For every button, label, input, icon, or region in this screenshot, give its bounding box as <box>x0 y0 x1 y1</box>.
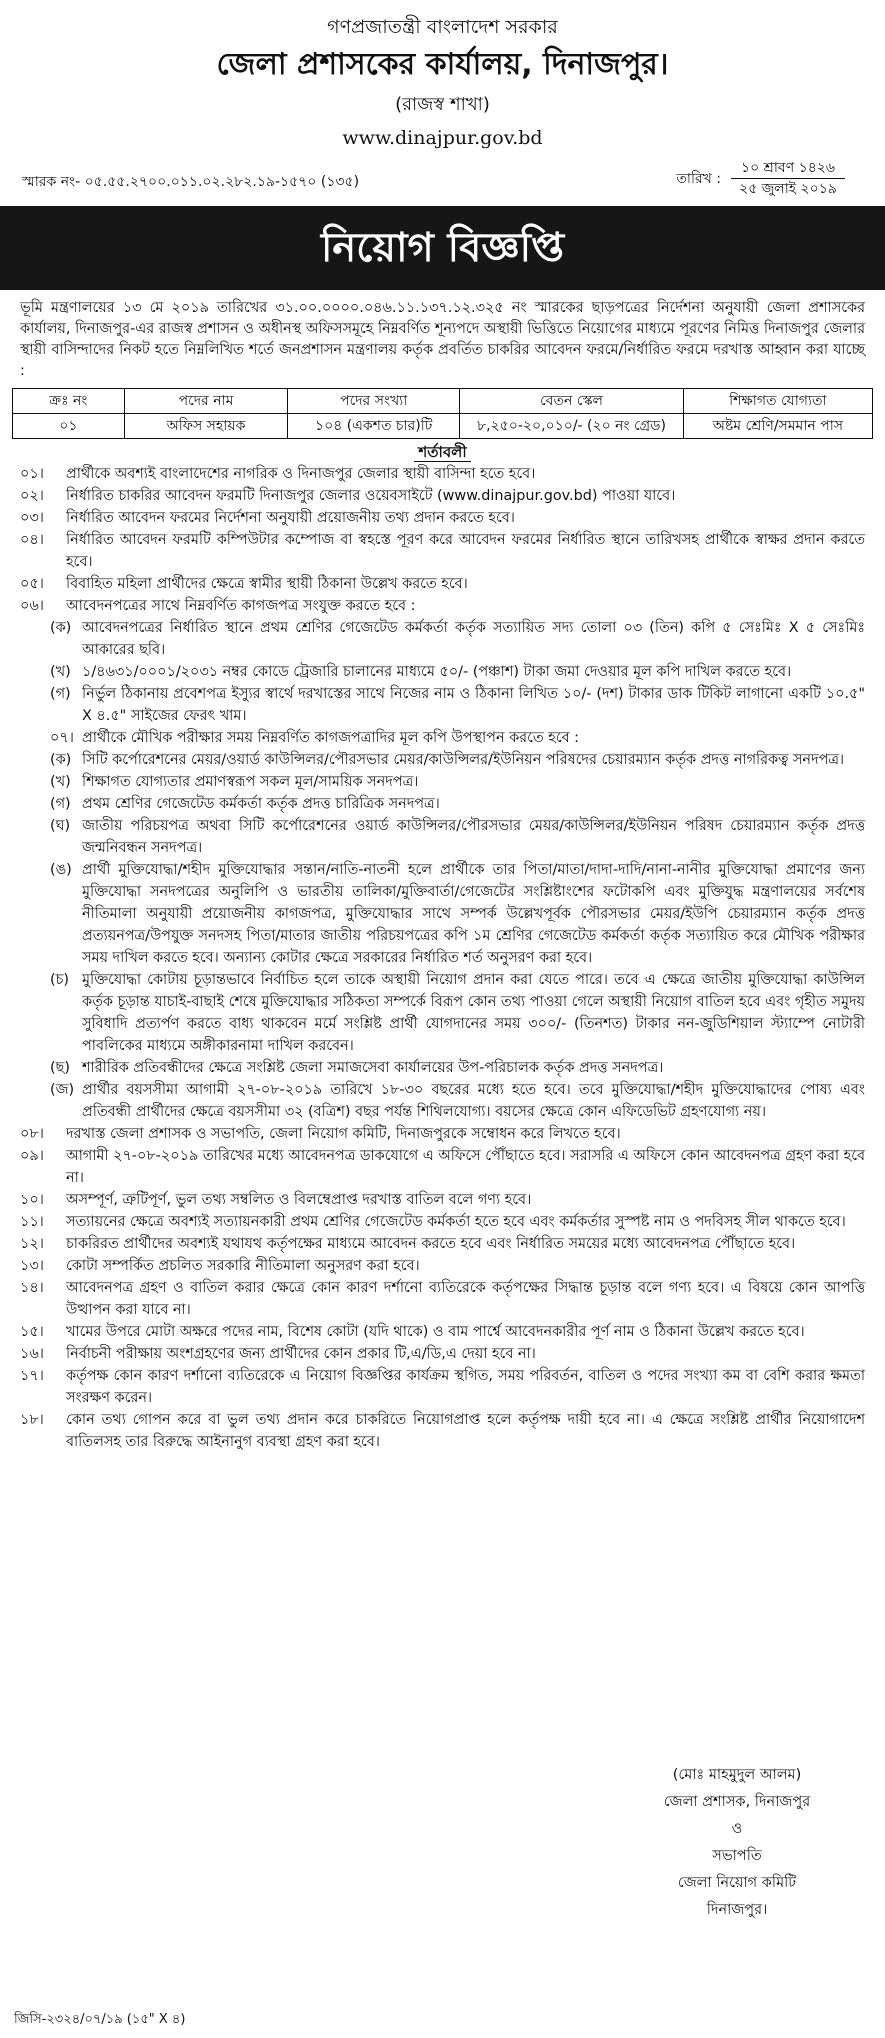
term-text: কর্তৃপক্ষ কোন কারণ দর্শানো ব্যতিরেকে এ নিয়োগ বিজ্ঞপ্তির কার্যক্রম স্থগিত, সময় পরিবর্তন, বাতিল ও পদের সংখ্যা কম বা বেশি করার ক্ষমতা সংরক্ষণ করেন। <box>66 1368 865 1406</box>
letterhead <box>12 0 873 152</box>
notice-title: নিয়োগ বিজ্ঞপ্তি <box>0 206 885 290</box>
branch-name: (রাজস্ব শাখা) <box>395 94 490 115</box>
terms-heading <box>12 441 873 463</box>
column-header-qualification: শিক্ষাগত যোগ্যতা <box>683 389 872 414</box>
sub-item <box>12 661 873 683</box>
cell-pay-scale: ৮,২৫০-২০,০১০/- (২০ নং গ্রেড) <box>460 414 684 439</box>
term-text: আগামী ২৭-০৮-২০১৯ তারিখের মধ্যে আবেদনপত্র ডাকযোগে এ অফিসে পৌঁছাতে হবে। সরাসরি এ অফিসে কোন আবেদনপত্র গ্রহণ করা হবে না। <box>66 1148 865 1186</box>
term-number: ১৭। <box>20 1368 44 1384</box>
column-header-count: পদের সংখ্যা <box>288 389 460 414</box>
sub-item-mark: (চ) <box>50 972 69 988</box>
term-item <box>12 507 873 529</box>
term-text: নির্ধারিত আবেদন ফরমের নির্দেশনা অনুযায়ী প্রয়োজনীয় তথ্য প্রদান করতে হবে। <box>66 510 515 526</box>
term-number: ১৩। <box>20 1258 44 1274</box>
term-text: সত্যায়নের ক্ষেত্রে অবশ্যই সত্যায়নকারী প্রথম শ্রেণির গেজেটেড কর্মকর্তা হতে হবে এবং কর্মকর্তার সুস্পষ্ট নাম ও পদবিসহ সীল থাকতে হবে। <box>66 1214 846 1230</box>
term-item <box>12 1255 873 1277</box>
sub-item-text: সিটি কর্পোরেশনের মেয়র/ওয়ার্ড কাউন্সিলর/পৌরসভার মেয়র/কাউন্সিলর/ইউনিয়ন পরিষদের চেয়ারম্যান কর্তৃক প্রদত্ত নাগরিকত্ব সনদপত্র। <box>82 752 845 768</box>
term-number: ১১। <box>20 1214 44 1230</box>
signatory-conjunction: ও <box>731 1821 743 1837</box>
sub-item-text: মুক্তিযোদ্ধা কোটায় চূড়ান্তভাবে নির্বাচিত হলে তাকে অস্থায়ী নিয়োগ প্রদান করা যেতে পারে। তবে এ ক্ষেত্রে জাতীয় মুক্তিযোদ্ধা কাউন্সিল কর্তৃক চূড়ান্ত যাচাই-বাছাই শেষে মুক্তিযোদ্ধার সঠিকতা সম্পর্কে বিরূপ কোন তথ্য পাওয়া গেলে অস্থায়ী নিয়োগ বাতিল হবে এবং গৃহীত সমুদয় সুবিধাদি প্রত্যর্পণ করতে বাধ্য থাকবেন মর্মে সংশ্লিষ্ট প্রার্থী যোগদানের সময় ৩০০/- (তিনশত) টাকার নন-জুডিশিয়াল স্ট্যাম্পে নোটারী পাবলিকের মাধ্যমে অঙ্গীকারনামা দাখিল করবেন। <box>82 972 865 1054</box>
term-number: ০৮। <box>20 1126 44 1142</box>
sub-item-mark: (ঘ) <box>50 818 71 834</box>
sub-item-text: প্রার্থী মুক্তিযোদ্ধা/শহীদ মুক্তিযোদ্ধার সন্তান/নাতি-নাতনী হলে প্রার্থীকে তার পিতা/মাতা/দাদা-দাদি/নানা-নানীর মুক্তিযোদ্ধা প্রমাণের জন্য মুক্তিযোদ্ধা সনদপত্রের অনুলিপি ও ভারতীয় তালিকা/মুক্তিবার্তা/গেজেটের সংশ্লিষ্টাংশের ফটোকপি এবং মুক্তিযুদ্ধ মন্ত্রণালয়ের সর্বশেষ নীতিমালা অনুযায়ী প্রয়োজনীয় কাগজপত্র, মুক্তিযোদ্ধার সাথে সম্পর্ক উল্লেখপূর্বক পৌরসভার মেয়র/ইউপি চেয়ারম্যান কর্তৃক প্রদত্ত প্রত্যয়নপত্র/উপযুক্ত সনদসহ পিতা/মাতার জাতীয় পরিচয়পত্রের কপি ১ম শ্রেণির গেজেটেড কর্মকর্তা কর্তৃক সত্যায়িত করে মৌখিক পরীক্ষার সময় দাখিল করতে হবে। অন্যান্য কোটার ক্ষেত্রে সরকারের নির্ধারিত শর্ত অনুসরণ করা হবে। <box>82 862 865 966</box>
sub-item-mark: (ঙ) <box>50 862 72 878</box>
term-number: ১৮। <box>20 1412 44 1428</box>
column-header-pay-scale: বেতন স্কেল <box>460 389 684 414</box>
term-item <box>12 1189 873 1211</box>
term-text: কোন তথ্য গোপন করে বা ভুল তথ্য প্রদান করে চাকরিতে নিয়োগপ্রাপ্ত হলে কর্তৃপক্ষ দায়ী হবে না। এ ক্ষেত্রে সংশ্লিষ্ট প্রার্থীর নিয়োগাদেশ বাতিলসহ তার বিরুদ্ধে আইনানুগ ব্যবস্থা গ্রহণ করা হবে। <box>66 1412 865 1450</box>
signature-block <box>612 1762 862 1924</box>
sub-item-text: জাতীয় পরিচয়পত্র অথবা সিটি কর্পোরেশনের ওয়ার্ড কাউন্সিলর/পৌরসভার মেয়র/কাউন্সিলর/ইউনিয়ন পরিষদ চেয়ারম্যান কর্তৃক প্রদত্ত জন্মনিবন্ধন সনদপত্র। <box>82 818 865 856</box>
term-text: কোটা সম্পর্কিত প্রচলিত সরকারি নীতিমালা অনুসরণ করা হবে। <box>66 1258 420 1274</box>
term-item <box>12 1233 873 1255</box>
sub-item-mark: (ক) <box>50 620 72 636</box>
term-number: ১৪। <box>20 1280 44 1296</box>
website-link[interactable]: www.dinajpur.gov.bd <box>342 127 543 149</box>
sub-item-mark: (গ) <box>50 796 71 812</box>
vacancy-table <box>12 388 873 439</box>
term-number: ০৫। <box>20 576 44 592</box>
term-item <box>12 1365 873 1409</box>
term-text: বিবাহিত মহিলা প্রার্থীদের ক্ষেত্রে স্বামীর স্থায়ী ঠিকানা উল্লেখ করতে হবে। <box>66 576 468 592</box>
term-item <box>12 1123 873 1145</box>
term-text: আবেদনপত্র গ্রহণ ও বাতিল করার ক্ষেত্রে কোন কারণ দর্শানো ব্যতিরেকে কর্তৃপক্ষের সিদ্ধান্ত চূড়ান্ত বলে গণ্য হবে। এ বিষয়ে কোন আপত্তি উত্থাপন করা যাবে না। <box>66 1280 865 1318</box>
memo-reference: স্মারক নং- ০৫.৫৫.২৭০০.০১১.০২.২৮২.১৯-১৫৭০ (১৩৫) <box>22 174 360 190</box>
table-header-row <box>13 389 873 414</box>
sub-item-mark: (ক) <box>50 752 72 768</box>
term-number: ০৯। <box>20 1148 44 1164</box>
term-number: ০৬। <box>20 598 44 614</box>
government-name: গণপ্রজাতন্ত্রী বাংলাদেশ সরকার <box>327 16 558 38</box>
term-text: নির্ধারিত চাকরির আবেদন ফরমটি দিনাজপুর জেলার ওয়েবসাইটে (www.dinajpur.gov.bd) পাওয়া যাবে। <box>66 488 676 504</box>
sub-item-text: শিক্ষাগত যোগ্যতার প্রমাণস্বরূপ সকল মূল/সাময়িক সনদপত্র। <box>82 774 419 790</box>
sub-item <box>12 749 873 771</box>
column-header-serial: ক্রঃ নং <box>13 389 125 414</box>
cell-count: ১০৪ (একশত চার)টি <box>288 414 460 439</box>
footer-code: জিসি-২৩২৪/০৭/১৯ (১৫" X ৪) <box>14 2012 186 2027</box>
sub-item-text: নির্ভুল ঠিকানায় প্রবেশপত্র ইস্যুর স্বার্থে দরখাস্তের সাথে নিজের নাম ও ঠিকানা লিখিত ১০/- (দশ) টাকার ডাক টিকিট লাগানো একটি ১০.৫" X ৪.৫" সাইজের ফেরৎ খাম। <box>82 686 865 724</box>
term-item <box>12 1321 873 1343</box>
term-item <box>12 573 873 595</box>
term-item <box>12 1343 873 1365</box>
cell-serial: ০১ <box>13 414 125 439</box>
signatory-title: জেলা প্রশাসক, দিনাজপুর <box>663 1794 811 1810</box>
memo-date <box>676 158 845 199</box>
sub-item <box>12 793 873 815</box>
sub-item-text: প্রথম শ্রেণির গেজেটেড কর্মকর্তা কর্তৃক প্রদত্ত চারিত্রিক সনদপত্র। <box>82 796 440 812</box>
term-number: ১০। <box>20 1192 44 1208</box>
terms-heading-text: শর্তাবলী <box>414 443 470 462</box>
term-number: ০৭। <box>50 730 74 746</box>
term-text: অসম্পূর্ণ, ত্রুটিপূর্ণ, ভুল তথ্য সম্বলিত ও বিলম্বেপ্রাপ্ত দরখাস্ত বাতিল বলে গণ্য হবে। <box>66 1192 532 1208</box>
term-text: খামের উপরে মোটা অক্ষরে পদের নাম, বিশেষ কোটা (যদি থাকে) ও বাম পার্শ্বে আবেদনকারীর পূর্ণ নাম ও ঠিকানা উল্লেখ করতে হবে। <box>66 1324 805 1340</box>
signatory-role: সভাপতি <box>712 1848 762 1864</box>
table-row <box>13 414 873 439</box>
sub-item-mark: (জ) <box>50 1082 75 1098</box>
term-item <box>12 1145 873 1189</box>
term-item <box>12 1409 873 1453</box>
date-values <box>731 158 845 199</box>
term-item <box>12 485 873 507</box>
signatory-name: (মোঃ মাহমুদুল আলম) <box>672 1767 802 1783</box>
terms-list <box>12 463 873 1453</box>
term-item-07 <box>12 727 873 749</box>
sub-item-mark: (গ) <box>50 686 71 702</box>
sub-item <box>12 815 873 859</box>
sub-item <box>12 617 873 661</box>
sub-item-text: ১/৪৬৩১/০০০১/২০৩১ নম্বর কোডে ট্রেজারি চালানের মাধ্যমে ৫০/- (পঞ্চাশ) টাকা জমা দেওয়ার মূল কপি দাখিল করতে হবে। <box>82 664 792 680</box>
term-number: ১৬। <box>20 1346 44 1362</box>
sub-item <box>12 969 873 1057</box>
term-text: আবেদনপত্রের সাথে নিম্নবর্ণিত কাগজপত্র সংযুক্ত করতে হবে : <box>66 598 416 614</box>
term-text: চাকরিরত প্রার্থীদের অবশ্যই যথাযথ কর্তৃপক্ষের মাধ্যমে আবেদন করতে হবে এবং নির্ধারিত সময়ের মধ্যে আবেদনপত্র পৌঁছাতে হবে। <box>66 1236 796 1252</box>
term-text: প্রার্থীকে মৌখিক পরীক্ষার সময় নিম্নবর্ণিত কাগজপত্রাদির মূল কপি উপস্থাপন করতে হবে : <box>82 730 580 746</box>
term-item <box>12 595 873 617</box>
term-text: দরখাস্ত জেলা প্রশাসক ও সভাপতি, জেলা নিয়োগ কমিটি, দিনাজপুরকে সম্বোধন করে লিখতে হবে। <box>66 1126 621 1142</box>
term-text: প্রার্থীকে অবশ্যই বাংলাদেশের নাগরিক ও দিনাজপুর জেলার স্থায়ী বাসিন্দা হতে হবে। <box>66 466 536 482</box>
memo-row <box>12 156 873 206</box>
sub-item <box>12 771 873 793</box>
term-item <box>12 463 873 485</box>
term-number: ০১। <box>20 466 44 482</box>
term-number: ১৫। <box>20 1324 44 1340</box>
term-item <box>12 529 873 573</box>
column-header-post: পদের নাম <box>124 389 287 414</box>
signatory-place: দিনাজপুর। <box>706 1902 768 1918</box>
term-number: ০২। <box>20 488 44 504</box>
term-item <box>12 1277 873 1321</box>
office-name: জেলা প্রশাসকের কার্যালয়, দিনাজপুর। <box>216 47 669 82</box>
date-english: ২৫ জুলাই ২০১৯ <box>739 181 837 197</box>
term-number: ০৪। <box>20 532 44 548</box>
sub-item-text: প্রার্থীর বয়সসীমা আগামী ২৭-০৮-২০১৯ তারিখে ১৮-৩০ বছরের মধ্যে হতে হবে। তবে মুক্তিযোদ্ধা/শহীদ মুক্তিযোদ্ধাদের পোষ্য এবং প্রতিবন্ধী প্রার্থীদের ক্ষেত্রে বয়সসীমা ৩২ (বত্রিশ) বছর পর্যন্ত শিথিলযোগ্য। বয়সের ক্ষেত্রে কোন এফিডেভিট গ্রহণযোগ্য নয়। <box>82 1082 865 1120</box>
date-bangla: ১০ শ্রাবণ ১৪২৬ <box>731 158 845 179</box>
sub-item-mark: (খ) <box>50 664 71 680</box>
cell-qualification: অষ্টম শ্রেণি/সমমান পাস <box>683 414 872 439</box>
sub-item-mark: (খ) <box>50 774 71 790</box>
sub-item <box>12 859 873 969</box>
term-text: নির্ধারিত আবেদন ফরমটি কম্পিউটার কম্পোজ বা স্বহস্তে পূরণ করে আবেদন ফরমের নির্ধারিত স্থানে তারিখসহ প্রার্থীকে স্বাক্ষর প্রদান করতে হবে। <box>66 532 865 570</box>
term-number: ০৩। <box>20 510 44 526</box>
sub-item-mark: (ছ) <box>50 1060 70 1076</box>
term-text: নির্বাচনী পরীক্ষায় অংশগ্রহণের জন্য প্রার্থীদের কোন প্রকার টি,এ/ডি,এ দেয়া হবে না। <box>66 1346 536 1362</box>
cell-post: অফিস সহায়ক <box>124 414 287 439</box>
intro-paragraph: ভূমি মন্ত্রণালয়ের ১৩ মে ২০১৯ তারিখের ৩১.০০.০০০০.০৪৬.১১.১৩৭.১২.৩২৫ নং স্মারকের ছাড়পত্রের নির্দেশনা অনুযায়ী জেলা প্রশাসকের কার্যালয়, দিনাজপুর-এর রাজস্ব প্রশাসন ও অধীনস্থ অফিসসমূহে নিম্নবর্ণিত শূন্যপদে অস্থায়ী ভিত্তিতে নিয়োগের মাধ্যমে পূরণের নিমিত্ত দিনাজপুর জেলার স্থায়ী বাসিন্দাদের নিকট হতে নিম্নলিখিত শর্তে জনপ্রশাসন মন্ত্রণালয় কর্তৃক প্রবর্তিত চাকরির আবেদন ফরমে/নির্ধারিত ফরমে দরখাস্ত আহ্বান করা যাচ্ছে : <box>20 300 865 379</box>
sub-item-text: শারীরিক প্রতিবন্ধীদের ক্ষেত্রে সংশ্লিষ্ট জেলা সমাজসেবা কার্যালয়ের উপ-পরিচালক কর্তৃক প্রদত্ত সনদপত্র। <box>82 1060 664 1076</box>
sub-item <box>12 683 873 727</box>
signatory-committee: জেলা নিয়োগ কমিটি <box>677 1875 797 1891</box>
sub-item-text: আবেদনপত্রের নির্ধারিত স্থানে প্রথম শ্রেণির গেজেটেড কর্মকর্তা কর্তৃক সত্যায়িত সদ্য তোলা ০৩ (তিন) কপি ৫ সেঃমিঃ X ৫ সেঃমিঃ আকারের ছবি। <box>82 620 865 658</box>
sub-item <box>12 1057 873 1079</box>
date-label: তারিখ : <box>676 170 722 187</box>
sub-item <box>12 1079 873 1123</box>
term-item <box>12 1211 873 1233</box>
term-number: ১২। <box>20 1236 44 1252</box>
